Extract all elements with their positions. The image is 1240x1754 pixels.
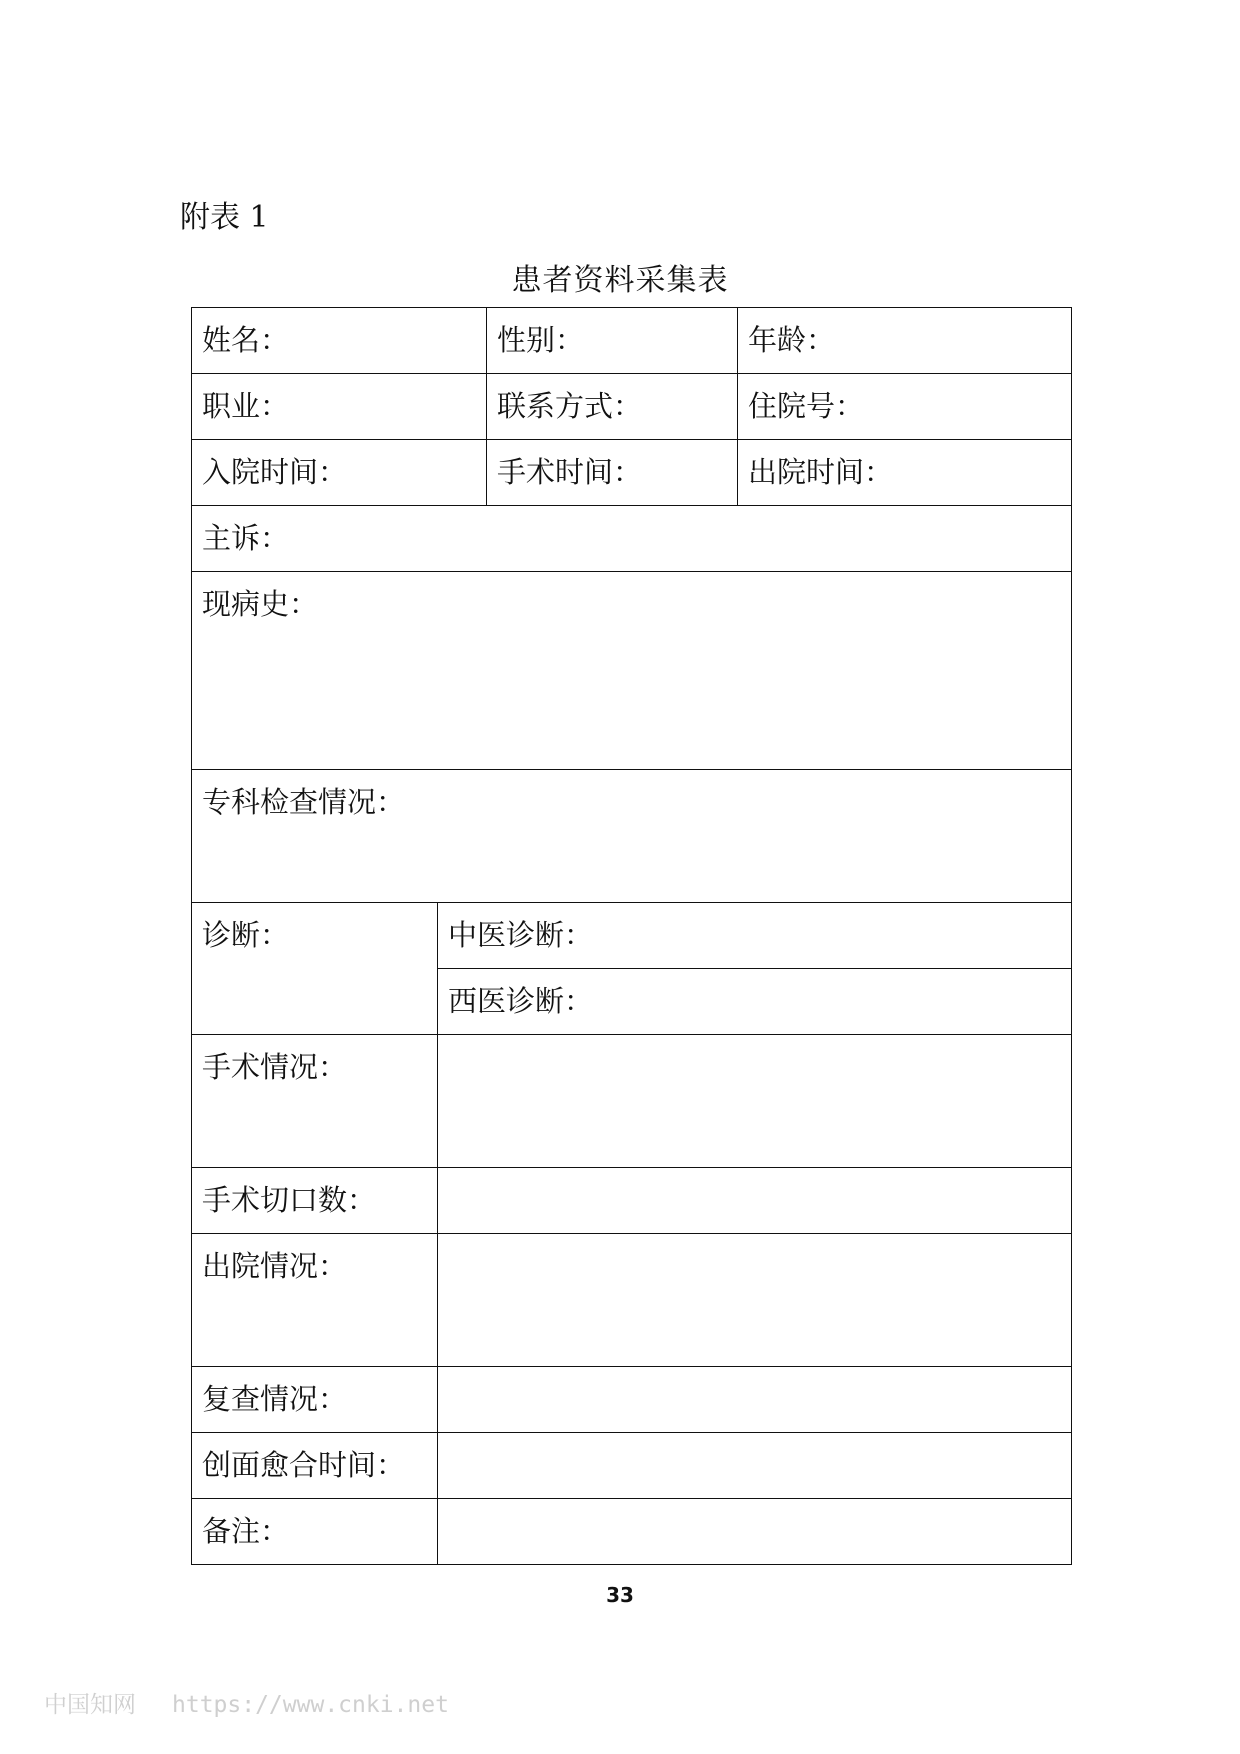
watermark bbox=[44, 1686, 449, 1719]
form-row-discharge-status bbox=[192, 1234, 1072, 1367]
present-illness-field[interactable]: 现病史： bbox=[192, 572, 1072, 770]
surgery-time-field[interactable]: 手术时间： bbox=[487, 440, 738, 506]
age-field[interactable]: 年龄： bbox=[738, 308, 1072, 374]
form-row-present-illness bbox=[192, 572, 1072, 770]
remarks-label: 备注： bbox=[192, 1499, 438, 1565]
wound-healing-time-label: 创面愈合时间： bbox=[192, 1433, 438, 1499]
incision-count-label: 手术切口数： bbox=[192, 1168, 438, 1234]
form-row-surgery-status bbox=[192, 1035, 1072, 1168]
western-diagnosis-field[interactable]: 西医诊断： bbox=[438, 969, 1072, 1035]
surgery-status-label: 手术情况： bbox=[192, 1035, 438, 1168]
discharge-status-label: 出院情况： bbox=[192, 1234, 438, 1367]
watermark-url: https://www.cnki.net bbox=[172, 1692, 449, 1718]
form-row-contact-info bbox=[192, 374, 1072, 440]
hospital-number-field[interactable]: 住院号： bbox=[738, 374, 1072, 440]
form-row-diagnosis-tcm bbox=[192, 903, 1072, 969]
form-row-follow-up bbox=[192, 1367, 1072, 1433]
form-row-specialist-exam bbox=[192, 770, 1072, 903]
form-row-dates bbox=[192, 440, 1072, 506]
contact-field[interactable]: 联系方式： bbox=[487, 374, 738, 440]
form-row-chief-complaint bbox=[192, 506, 1072, 572]
follow-up-value[interactable] bbox=[438, 1367, 1072, 1433]
page-number: 33 bbox=[606, 1583, 634, 1607]
discharge-time-field[interactable]: 出院时间： bbox=[738, 440, 1072, 506]
gender-field[interactable]: 性别： bbox=[487, 308, 738, 374]
incision-count-value[interactable] bbox=[438, 1168, 1072, 1234]
name-field[interactable]: 姓名： bbox=[192, 308, 487, 374]
form-row-basic-info bbox=[192, 308, 1072, 374]
specialist-exam-field[interactable]: 专科检查情况： bbox=[192, 770, 1072, 903]
admission-time-field[interactable]: 入院时间： bbox=[192, 440, 487, 506]
occupation-field[interactable]: 职业： bbox=[192, 374, 487, 440]
form-title: 患者资料采集表 bbox=[511, 263, 729, 298]
follow-up-label: 复查情况： bbox=[192, 1367, 438, 1433]
discharge-status-value[interactable] bbox=[438, 1234, 1072, 1367]
form-row-wound-healing bbox=[192, 1433, 1072, 1499]
form-row-incision-count bbox=[192, 1168, 1072, 1234]
watermark-site-name: 中国知网 bbox=[44, 1692, 136, 1718]
chief-complaint-field[interactable]: 主诉： bbox=[192, 506, 1072, 572]
surgery-status-value[interactable] bbox=[438, 1035, 1072, 1168]
remarks-value[interactable] bbox=[438, 1499, 1072, 1565]
form-row-remarks bbox=[192, 1499, 1072, 1565]
diagnosis-label: 诊断： bbox=[192, 903, 438, 1035]
appendix-label: 附表 1 bbox=[180, 200, 269, 235]
wound-healing-time-value[interactable] bbox=[438, 1433, 1072, 1499]
tcm-diagnosis-field[interactable]: 中医诊断： bbox=[438, 903, 1072, 969]
patient-data-form bbox=[191, 307, 1072, 1565]
